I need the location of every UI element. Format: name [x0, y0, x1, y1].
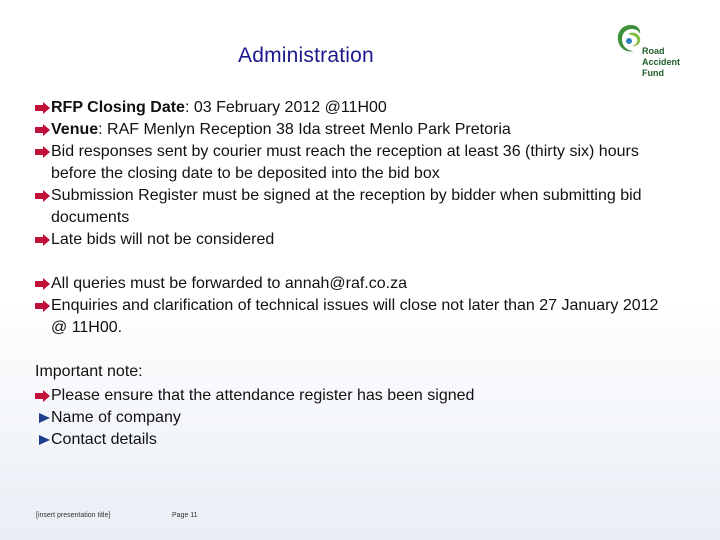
- list-item: [35, 407, 665, 429]
- logo-line-fund: Fund: [642, 68, 664, 78]
- list-item: [35, 229, 665, 251]
- list-item: [35, 97, 665, 119]
- list-item: [35, 119, 665, 141]
- red-arrow-bullet-icon: [35, 390, 50, 402]
- blue-triangle-bullet-icon: [39, 413, 50, 423]
- note-heading-text: Important note: [35, 363, 139, 380]
- bold-label: RFP Closing Date: [51, 99, 185, 116]
- note-heading-colon: :: [138, 363, 143, 380]
- list-item: [35, 429, 665, 451]
- item-text: Contact details: [51, 431, 157, 448]
- item-text: All queries must be forwarded to annah@raf.co.za: [51, 275, 407, 292]
- list-item: [35, 385, 665, 407]
- blue-triangle-bullet-icon: [39, 435, 50, 445]
- logo-line-road: Road: [642, 46, 665, 56]
- red-arrow-bullet-icon: [35, 102, 50, 114]
- list-item: [35, 185, 665, 229]
- red-arrow-bullet-icon: [35, 234, 50, 246]
- red-arrow-bullet-icon: [35, 146, 50, 158]
- list-item: [35, 295, 665, 339]
- spacer: [35, 339, 665, 361]
- item-text: Submission Register must be signed at the reception by bidder when submitting bid documents: [51, 187, 642, 226]
- spacer: [35, 251, 665, 273]
- red-arrow-bullet-icon: [35, 124, 50, 136]
- red-arrow-bullet-icon: [35, 300, 50, 312]
- slide-title: Administration: [238, 44, 374, 67]
- item-text: Please ensure that the attendance register has been signed: [51, 387, 475, 404]
- footer-page-number: Page 11: [172, 512, 198, 519]
- item-text: : 03 February 2012 @11H00: [184, 99, 387, 116]
- logo-line-accident: Accident: [642, 57, 681, 67]
- logo-wordmark: [642, 46, 692, 79]
- slide-content: [35, 97, 665, 451]
- list-item: [35, 141, 665, 185]
- item-text: Name of company: [51, 409, 181, 426]
- raf-logo: [614, 22, 684, 78]
- list-item: [35, 273, 665, 295]
- red-arrow-bullet-icon: [35, 278, 50, 290]
- footer-presentation-title: [insert presentation title]: [36, 512, 111, 519]
- item-text: : RAF Menlyn Reception 38 Ida street Menlo Park Pretoria: [98, 121, 511, 138]
- bold-label: Venue: [51, 121, 99, 138]
- item-text: Enquiries and clarification of technical issues will close not later than 27 January 2012 @ 11H00.: [51, 297, 659, 336]
- red-arrow-bullet-icon: [35, 190, 50, 202]
- item-text: Bid responses sent by courier must reach the reception at least 36 (thirty six) hours before the closing date to be deposited into the bid box: [51, 143, 639, 182]
- important-note-heading: [35, 361, 665, 383]
- item-text: Late bids will not be considered: [51, 231, 275, 248]
